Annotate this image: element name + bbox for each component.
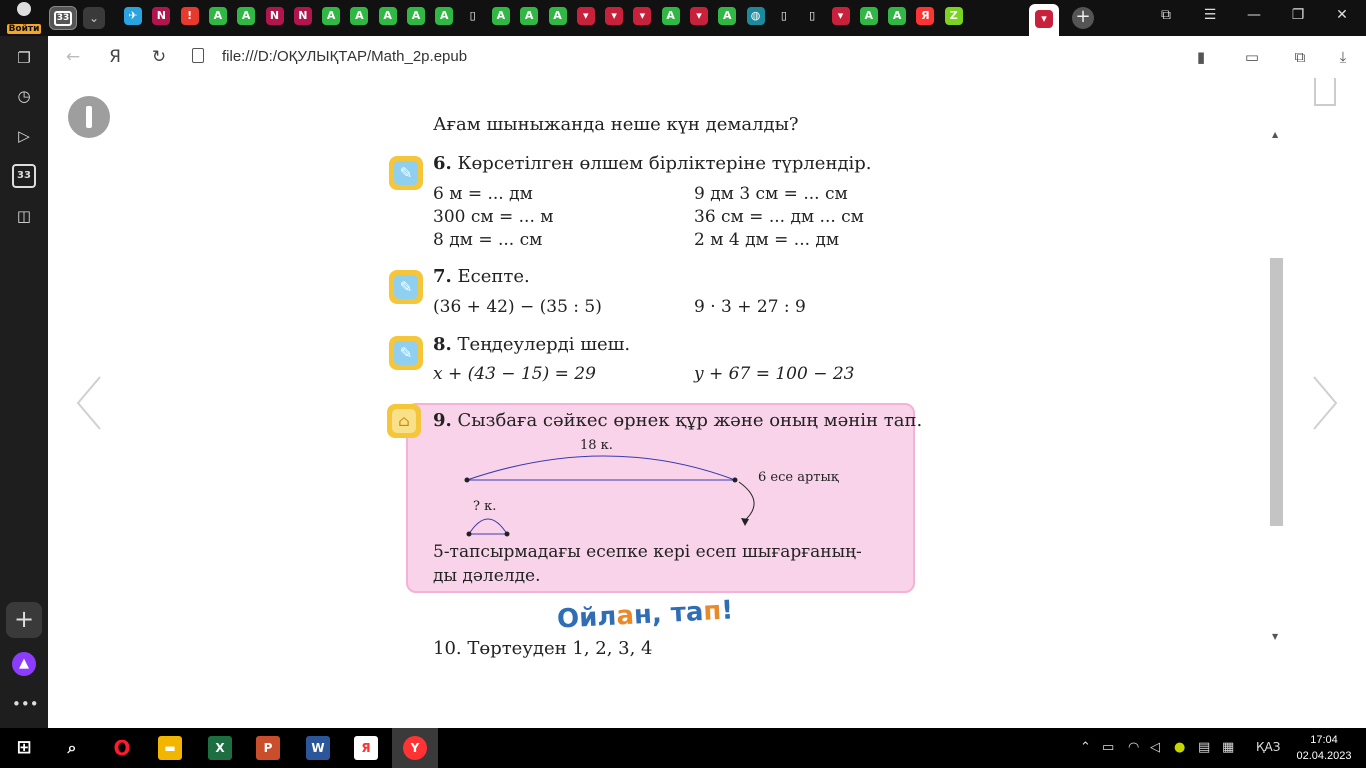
new-tab-button[interactable]: + (1072, 7, 1094, 29)
green-a-icon[interactable]: A (718, 7, 736, 25)
chevron-up-icon[interactable]: ⌃ (1080, 740, 1091, 755)
windows-start-icon[interactable]: ⊞ (16, 737, 32, 758)
file-explorer-icon[interactable]: ▬ (158, 736, 182, 760)
green-a-icon[interactable]: A (492, 7, 510, 25)
green-a-icon[interactable]: A (237, 7, 255, 25)
windows-taskbar (0, 728, 1366, 768)
opera-icon[interactable]: O (113, 736, 131, 760)
restore-icon[interactable]: ❐ (1291, 7, 1305, 23)
task8-left: x + (43 − 15) = 29 (433, 364, 596, 384)
task7-right: 9 · 3 + 27 : 9 (694, 297, 806, 317)
shield-icon[interactable]: ▾ (577, 7, 595, 25)
scroll-down-icon[interactable]: ▼ (1272, 632, 1279, 641)
epub-reader (48, 78, 1366, 728)
reload-button[interactable]: ↻ (151, 47, 167, 67)
volume-icon[interactable]: ◁ (1150, 740, 1160, 755)
more-icon[interactable]: ••• (12, 695, 39, 713)
url-field[interactable] (188, 42, 1212, 72)
clock[interactable] (1294, 732, 1354, 764)
task6-left-2: 300 см = ... м (433, 207, 554, 227)
site-icon[interactable]: N (266, 7, 284, 25)
z-icon[interactable]: Z (945, 7, 963, 25)
url-text: file:///D:/ОҚУЛЫҚТАР/Math_2p.epub (222, 48, 468, 65)
cut-off-line: Ағам шыныжанда неше күн демалды? (433, 114, 799, 135)
task6-left-1: 6 м = ... дм (433, 184, 533, 204)
green-a-icon[interactable]: A (860, 7, 878, 25)
shield-icon: ▾ (1035, 10, 1053, 28)
word-icon[interactable]: W (306, 736, 330, 760)
tabs-icon[interactable]: ⧉ (1161, 7, 1171, 23)
battery-tray-icon[interactable]: ▭ (1102, 740, 1115, 755)
segment-diagram (457, 446, 777, 546)
task6-right-1: 9 дм 3 см = ... см (694, 184, 848, 204)
green-a-icon[interactable]: A (209, 7, 227, 25)
login-button[interactable] (6, 2, 42, 34)
tab-bar (0, 0, 1366, 36)
chevron-down-icon[interactable]: ⌄ (83, 7, 105, 29)
green-a-icon[interactable]: A (350, 7, 368, 25)
diagram-small-label: ? к. (473, 499, 497, 514)
green-a-icon[interactable]: A (549, 7, 567, 25)
shield-icon[interactable]: ▾ (605, 7, 623, 25)
document-icon[interactable]: ▯ (464, 7, 482, 25)
green-a-icon[interactable]: A (662, 7, 680, 25)
security-tray-icon[interactable]: ● (1174, 740, 1186, 755)
vertical-scrollbar[interactable] (1269, 126, 1284, 648)
address-bar (48, 36, 1366, 78)
pencil-task-icon: ✎ (389, 270, 423, 304)
document-icon (192, 48, 204, 63)
active-tab[interactable] (1029, 4, 1059, 36)
pencil-task-icon: ✎ (389, 336, 423, 370)
house-task-icon: ⌂ (387, 404, 421, 438)
camera-icon[interactable]: ◫ (16, 207, 32, 225)
search-icon[interactable]: ⌕ (67, 738, 77, 757)
previous-page-arrow[interactable] (74, 373, 104, 433)
pencil-task-icon: ✎ (389, 156, 423, 190)
task9-footer-2: ды дәлелде. (433, 566, 541, 586)
yandex-button[interactable]: Я (109, 47, 121, 67)
alice-icon[interactable]: ▲ (12, 652, 36, 676)
globe-icon[interactable]: ◍ (747, 7, 765, 25)
diagram-side-label: 6 есе артық (758, 470, 839, 485)
yandex-icon[interactable]: Я (916, 7, 934, 25)
menu-icon[interactable]: ☰ (1203, 7, 1217, 23)
scroll-up-icon[interactable]: ▲ (1272, 130, 1279, 139)
diagram-top-label: 18 к. (580, 438, 613, 453)
yandex-icon[interactable]: Я (354, 736, 378, 760)
excel-icon[interactable]: X (208, 736, 232, 760)
scrollbar-thumb[interactable] (1270, 258, 1283, 526)
green-a-icon[interactable]: A (322, 7, 340, 25)
login-label: Войти (8, 24, 40, 34)
document-icon[interactable]: ▯ (803, 7, 821, 25)
book-page (357, 114, 1018, 659)
document-icon[interactable]: ▯ (775, 7, 793, 25)
next-page-arrow[interactable] (1310, 373, 1340, 433)
shield-icon[interactable]: ▾ (690, 7, 708, 25)
green-a-icon[interactable]: A (407, 7, 425, 25)
shield-icon[interactable]: ▾ (832, 7, 850, 25)
task6-right-2: 36 см = ... дм ... см (694, 207, 864, 227)
shield-icon[interactable]: ▾ (633, 7, 651, 25)
user-icon (17, 2, 31, 16)
powerpoint-icon[interactable]: P (256, 736, 280, 760)
tab-count-button[interactable]: 33 (49, 6, 77, 30)
task6-right-3: 2 м 4 дм = ... дм (694, 230, 840, 250)
task7-left: (36 + 42) − (35 : 5) (433, 297, 602, 317)
history-icon[interactable]: ◷ (17, 87, 31, 105)
browser-sidebar (0, 36, 48, 728)
yandex-browser-icon[interactable]: Y (392, 728, 438, 768)
task9-title: 9. Сызбаға сәйкес өрнек құр және оның мәнін тап. (433, 410, 923, 431)
back-button[interactable]: ← (65, 47, 81, 67)
minimize-icon[interactable]: — (1247, 7, 1261, 23)
clock-date: 02.04.2023 (1296, 750, 1352, 762)
tab-count-icon[interactable]: 33 (12, 164, 36, 188)
bookmark-icon[interactable]: ▮ (1196, 48, 1206, 66)
green-a-icon[interactable]: A (379, 7, 397, 25)
task7-title: 7. Есепте. (433, 266, 530, 287)
wifi-icon[interactable]: ◠ (1128, 740, 1140, 755)
page-bookmark-icon[interactable] (1314, 78, 1336, 106)
task8-right: y + 67 = 100 − 23 (694, 364, 855, 384)
cut-off-line-bottom: 10. Төртеуден 1, 2, 3, 4 (433, 638, 653, 659)
section-heading: Ойлан, тап! (556, 595, 734, 635)
alert-icon[interactable]: ! (181, 7, 199, 25)
pause-button[interactable] (68, 96, 110, 138)
download-icon[interactable]: ⤓ (1339, 48, 1347, 66)
task9-footer-1: 5-тапсырмадағы есепке кері есеп шығарғаның- (433, 542, 862, 562)
task8-title: 8. Теңдеулерді шеш. (433, 334, 631, 355)
green-a-icon[interactable]: A (520, 7, 538, 25)
telegram-icon[interactable]: ✈ (124, 7, 142, 25)
collections-icon[interactable]: ❐ (17, 49, 31, 67)
close-icon[interactable]: ✕ (1336, 7, 1348, 23)
language-indicator[interactable]: ҚАЗ (1256, 740, 1281, 754)
task6-title: 6. Көрсетілген өлшем бірліктеріне түрлендір. (433, 153, 872, 174)
task6-left-3: 8 дм = ... см (433, 230, 543, 250)
site-icon[interactable]: N (152, 7, 170, 25)
battery-icon[interactable]: ▭ (1244, 48, 1260, 66)
keyboard-icon[interactable]: ▦ (1222, 740, 1235, 755)
add-panel-button[interactable]: + (6, 602, 42, 638)
site-icon[interactable]: N (294, 7, 312, 25)
green-a-icon[interactable]: A (888, 7, 906, 25)
notification-icon[interactable]: ▤ (1198, 740, 1211, 755)
clock-time: 17:04 (1310, 734, 1338, 746)
green-a-icon[interactable]: A (435, 7, 453, 25)
extensions-icon[interactable]: ⧉ (1294, 48, 1306, 66)
play-icon[interactable]: ▷ (18, 127, 30, 145)
